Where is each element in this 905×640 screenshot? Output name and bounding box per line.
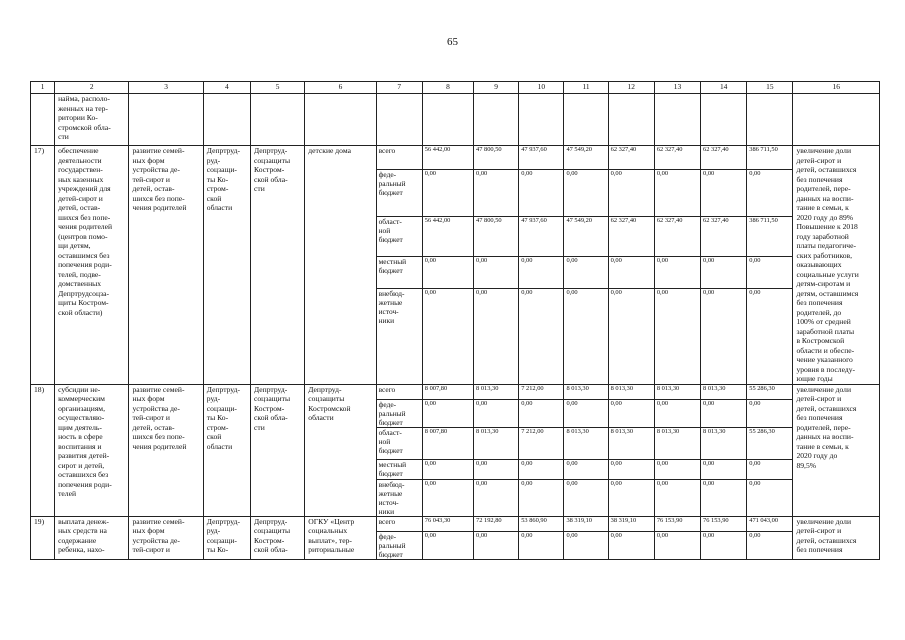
cell-text: ОГКУ «Центр социальных выплат», тер- риториальные — [308, 516, 355, 554]
cell-amount: 62 327,40 — [654, 216, 700, 256]
cell-amount: 0,00 — [654, 289, 700, 384]
cell-text: развитие семей- ных форм устройства де- тей-сирот и детей, остав- шихся без попе- чения родителей — [132, 384, 187, 451]
cell-amount: 0,00 — [701, 531, 747, 559]
cell-amount: 0,00 — [608, 289, 654, 384]
cell-amount: 8 013,30 — [701, 384, 747, 399]
cell-result — [793, 384, 880, 516]
cell-funding-source — [376, 170, 422, 217]
cell-amount: 8 013,30 — [654, 427, 700, 459]
cell-amount: 0,00 — [608, 531, 654, 559]
cell-amount: 38 319,10 — [564, 516, 608, 531]
cell-text: местный бюджет — [378, 256, 407, 275]
cell-amount: 0,00 — [422, 256, 473, 289]
cell-amount: 0,00 — [422, 459, 473, 479]
cell-text: субсидии не- коммерческим организациям, осуществляю- щим деятель- ность в сфере воспитания и развития детей- сирот и детей, оставшихся без попечения роди- телей — [58, 384, 112, 498]
cell-text: местный бюджет — [378, 459, 407, 478]
cell-amount: 0,00 — [654, 399, 700, 427]
cell-amount: 0,00 — [474, 459, 519, 479]
header-cell: 7 — [376, 82, 422, 94]
cell-amount: 0,00 — [564, 170, 608, 217]
cell-amount: 0,00 — [519, 256, 564, 289]
cell-text: феде- ральный бюджет — [378, 399, 406, 427]
cell-text: Депртруд- соцзащиты Костромской области — [308, 384, 351, 422]
cell-text: найма, располо- женных на тер- ритории Ко- стромской обла- сти — [58, 94, 111, 141]
cell — [564, 94, 608, 146]
cell-amount: 62 327,40 — [701, 146, 747, 170]
cell-text: увеличение доли детей-сирот и детей, оставшихся без попечения родителей, пере- данных на воспи- тание в семьи, к 2020 году до 89,5% — [796, 384, 857, 470]
cell-amount: 0,00 — [747, 170, 793, 217]
cell-amount: 0,00 — [422, 531, 473, 559]
cell-text: обеспечение деятельности государствен- ных казенных учреждений для детей-сирот и детей, остав- шихся без попе- чения родителей (центров помо- щи детям, оставшимся без попечения роди- телей, подве- домственных Депртрудсоцза- щиты Костром- ской области) — [58, 146, 113, 317]
cell-amount: 0,00 — [654, 479, 700, 516]
cell-amount: 8 013,30 — [608, 384, 654, 399]
cell-amount: 0,00 — [519, 479, 564, 516]
continuation-row — [31, 94, 880, 146]
header-cell: 14 — [701, 82, 747, 94]
cell — [376, 94, 422, 146]
cell-text: Депртруд- соцзащиты Костром- ской обла- — [254, 516, 291, 554]
cell-text: Депртруд- руд- соцзащи- ты Ко- — [206, 516, 241, 554]
cell-amount: 47 937,60 — [519, 216, 564, 256]
cell-amount: 471 043,00 — [747, 516, 793, 531]
cell-amount: 47 800,50 — [474, 146, 519, 170]
cell-amount: 0,00 — [701, 170, 747, 217]
cell-text: Депртруд- соцзащиты Костром- ской обла- сти — [254, 384, 291, 432]
cell-amount: 0,00 — [747, 256, 793, 289]
cell-text: феде- ральный бюджет — [378, 531, 406, 559]
header-cell: 12 — [608, 82, 654, 94]
cell-funding-source — [376, 459, 422, 479]
cell-amount: 0,00 — [519, 399, 564, 427]
cell-text: 19) — [34, 516, 45, 526]
cell-amount: 62 327,40 — [654, 146, 700, 170]
cell-amount: 76 043,30 — [422, 516, 473, 531]
cell-amount: 8 013,30 — [608, 427, 654, 459]
cell-amount: 72 192,80 — [474, 516, 519, 531]
cell-result — [793, 146, 880, 385]
cell-amount: 0,00 — [474, 289, 519, 384]
cell-amount: 0,00 — [608, 170, 654, 217]
cell-amount: 47 549,20 — [564, 216, 608, 256]
cell-amount: 0,00 — [747, 479, 793, 516]
cell-amount: 8 007,80 — [422, 384, 473, 399]
cell-amount: 0,00 — [422, 170, 473, 217]
cell-amount: 0,00 — [747, 289, 793, 384]
cell-amount: 76 153,90 — [701, 516, 747, 531]
cell-amount: 0,00 — [608, 399, 654, 427]
cell-text: внебюд- жетные источ- ники — [378, 289, 405, 326]
cell-funding-source — [376, 384, 422, 399]
cell-activity — [55, 384, 129, 516]
cell-amount: 0,00 — [474, 531, 519, 559]
cell-amount: 0,00 — [701, 256, 747, 289]
cell-text: 18) — [34, 384, 45, 394]
cell-funding-source — [376, 289, 422, 384]
cell-amount: 47 937,60 — [519, 146, 564, 170]
cell — [519, 94, 564, 146]
cell-amount: 386 711,50 — [747, 216, 793, 256]
cell-activity — [55, 146, 129, 385]
cell-administrator — [251, 516, 305, 559]
cell-amount: 0,00 — [654, 459, 700, 479]
cell-amount: 0,00 — [654, 170, 700, 217]
cell-amount: 55 286,30 — [747, 427, 793, 459]
cell-amount: 0,00 — [747, 531, 793, 559]
cell-amount: 0,00 — [564, 256, 608, 289]
cell — [305, 94, 376, 146]
cell-amount: 0,00 — [519, 459, 564, 479]
cell — [654, 94, 700, 146]
cell-text: феде- ральный бюджет — [378, 170, 406, 198]
cell-amount: 0,00 — [654, 531, 700, 559]
cell-amount: 0,00 — [564, 399, 608, 427]
cell-amount: 0,00 — [654, 256, 700, 289]
table-body — [31, 82, 880, 560]
cell-text: Депртруд- руд- соцзащи- ты Ко- стром- ской области — [206, 384, 241, 451]
cell-text: развитие семей- ных форм устройства де- тей-сирот и — [132, 516, 185, 554]
row-number — [31, 384, 55, 516]
cell-amount: 0,00 — [608, 459, 654, 479]
cell-text: 17) — [34, 146, 45, 155]
header-cell: 5 — [251, 82, 305, 94]
header-row — [31, 82, 880, 94]
cell-text: увеличение доли детей-сирот и детей, оставшихся без попечения родителей, пере- данных на воспи- тание в семьи, к 2020 году до 89% Повышение к 2018 году заработной платы педагогиче- ских работников, оказывающих социальные услуги детям-сиротам и детям, оставшимся без попечения родителей, до 100% от средней заработной платы в Костромской области и обеспе- чение указанного уровня в последу- ющие годы — [796, 146, 859, 383]
cell — [422, 94, 473, 146]
cell-amount: 0,00 — [564, 531, 608, 559]
cell — [474, 94, 519, 146]
cell-funding-source — [376, 479, 422, 516]
program-table — [30, 81, 880, 560]
cell-responsible — [203, 516, 250, 559]
cell-amount: 0,00 — [564, 289, 608, 384]
cell-task — [129, 516, 203, 559]
cell-text: выплата денеж- ных средств на содержание ребенка, нахо- — [58, 516, 109, 554]
cell-funding-source — [376, 216, 422, 256]
cell-amount: 76 153,90 — [654, 516, 700, 531]
cell-amount: 7 212,00 — [519, 384, 564, 399]
cell-amount: 0,00 — [474, 479, 519, 516]
cell — [251, 94, 305, 146]
header-cell: 3 — [129, 82, 203, 94]
cell — [129, 94, 203, 146]
cell-amount: 0,00 — [564, 459, 608, 479]
cell-text: детские дома — [308, 146, 351, 155]
cell-activity — [55, 516, 129, 559]
header-cell: 4 — [203, 82, 250, 94]
cell-amount: 0,00 — [519, 170, 564, 217]
cell-amount: 8 013,30 — [474, 384, 519, 399]
cell-amount: 0,00 — [422, 479, 473, 516]
cell-funding-source — [376, 399, 422, 427]
cell-amount: 0,00 — [701, 479, 747, 516]
header-cell: 15 — [747, 82, 793, 94]
cell-amount: 7 212,00 — [519, 427, 564, 459]
cell-responsible — [203, 146, 250, 385]
cell-description — [55, 94, 129, 146]
cell-amount: 0,00 — [519, 531, 564, 559]
cell-text: всего — [378, 146, 396, 155]
cell-amount: 0,00 — [701, 289, 747, 384]
page-number: 65 — [447, 36, 458, 48]
cell-responsible — [203, 384, 250, 516]
cell-text: внебюд- жетные источ- ники — [378, 479, 405, 516]
cell-amount: 8 013,30 — [474, 427, 519, 459]
cell-amount: 47 549,20 — [564, 146, 608, 170]
header-cell: 8 — [422, 82, 473, 94]
header-cell: 6 — [305, 82, 376, 94]
cell-amount: 0,00 — [564, 479, 608, 516]
cell-amount: 62 327,40 — [608, 216, 654, 256]
cell-amount: 8 013,30 — [701, 427, 747, 459]
cell-amount: 53 860,90 — [519, 516, 564, 531]
cell — [793, 94, 880, 146]
cell-amount: 8 013,30 — [564, 384, 608, 399]
cell-recipient — [305, 384, 376, 516]
cell-amount: 0,00 — [747, 459, 793, 479]
cell-amount: 47 800,50 — [474, 216, 519, 256]
cell-amount: 62 327,40 — [701, 216, 747, 256]
cell-funding-source — [376, 146, 422, 170]
cell-amount: 0,00 — [701, 399, 747, 427]
cell — [31, 94, 55, 146]
cell-administrator — [251, 384, 305, 516]
cell-amount: 8 013,30 — [564, 427, 608, 459]
header-cell: 13 — [654, 82, 700, 94]
cell-amount: 56 442,00 — [422, 146, 473, 170]
cell-text: всего — [378, 516, 396, 526]
cell-amount: 8 007,80 — [422, 427, 473, 459]
header-cell: 1 — [31, 82, 55, 94]
cell — [701, 94, 747, 146]
cell-funding-source — [376, 427, 422, 459]
cell-amount: 0,00 — [474, 399, 519, 427]
cell-amount: 0,00 — [608, 479, 654, 516]
cell-amount: 386 711,50 — [747, 146, 793, 170]
cell-funding-source — [376, 516, 422, 531]
cell — [608, 94, 654, 146]
cell-task — [129, 146, 203, 385]
cell-recipient — [305, 516, 376, 559]
cell-amount: 0,00 — [474, 170, 519, 217]
cell-amount: 0,00 — [519, 289, 564, 384]
cell-recipient — [305, 146, 376, 385]
table-row — [31, 146, 880, 170]
cell-amount: 0,00 — [422, 399, 473, 427]
cell-text: развитие семей- ных форм устройства де- тей-сирот и детей, остав- шихся без попе- чения родителей — [132, 146, 187, 212]
cell-amount: 62 327,40 — [608, 146, 654, 170]
cell-text: всего — [378, 384, 396, 394]
cell-amount: 55 286,30 — [747, 384, 793, 399]
header-cell: 10 — [519, 82, 564, 94]
cell-text: Депртруд- руд- соцзащи- ты Ко- стром- ской области — [206, 146, 241, 212]
header-cell: 2 — [55, 82, 129, 94]
table-row — [31, 516, 880, 531]
cell-funding-source — [376, 531, 422, 559]
header-cell: 11 — [564, 82, 608, 94]
cell-amount: 0,00 — [608, 256, 654, 289]
cell — [747, 94, 793, 146]
cell-funding-source — [376, 256, 422, 289]
table-row — [31, 384, 880, 399]
cell-amount: 38 319,10 — [608, 516, 654, 531]
cell-amount: 8 013,30 — [654, 384, 700, 399]
cell-amount: 0,00 — [474, 256, 519, 289]
cell-text: област- ной бюджет — [378, 427, 403, 455]
cell — [203, 94, 250, 146]
header-cell: 16 — [793, 82, 880, 94]
row-number — [31, 146, 55, 385]
cell-text: област- ной бюджет — [378, 216, 403, 244]
header-cell: 9 — [474, 82, 519, 94]
cell-amount: 0,00 — [701, 459, 747, 479]
cell-administrator — [251, 146, 305, 385]
cell-amount: 0,00 — [422, 289, 473, 384]
cell-text: Депртруд- соцзащиты Костром- ской обла- сти — [254, 146, 291, 193]
cell-amount: 56 442,00 — [422, 216, 473, 256]
cell-result — [793, 516, 880, 559]
cell-amount: 0,00 — [747, 399, 793, 427]
cell-text: увеличение доли детей-сирот и детей, оставшихся без попечения — [796, 516, 857, 554]
cell-task — [129, 384, 203, 516]
row-number — [31, 516, 55, 559]
